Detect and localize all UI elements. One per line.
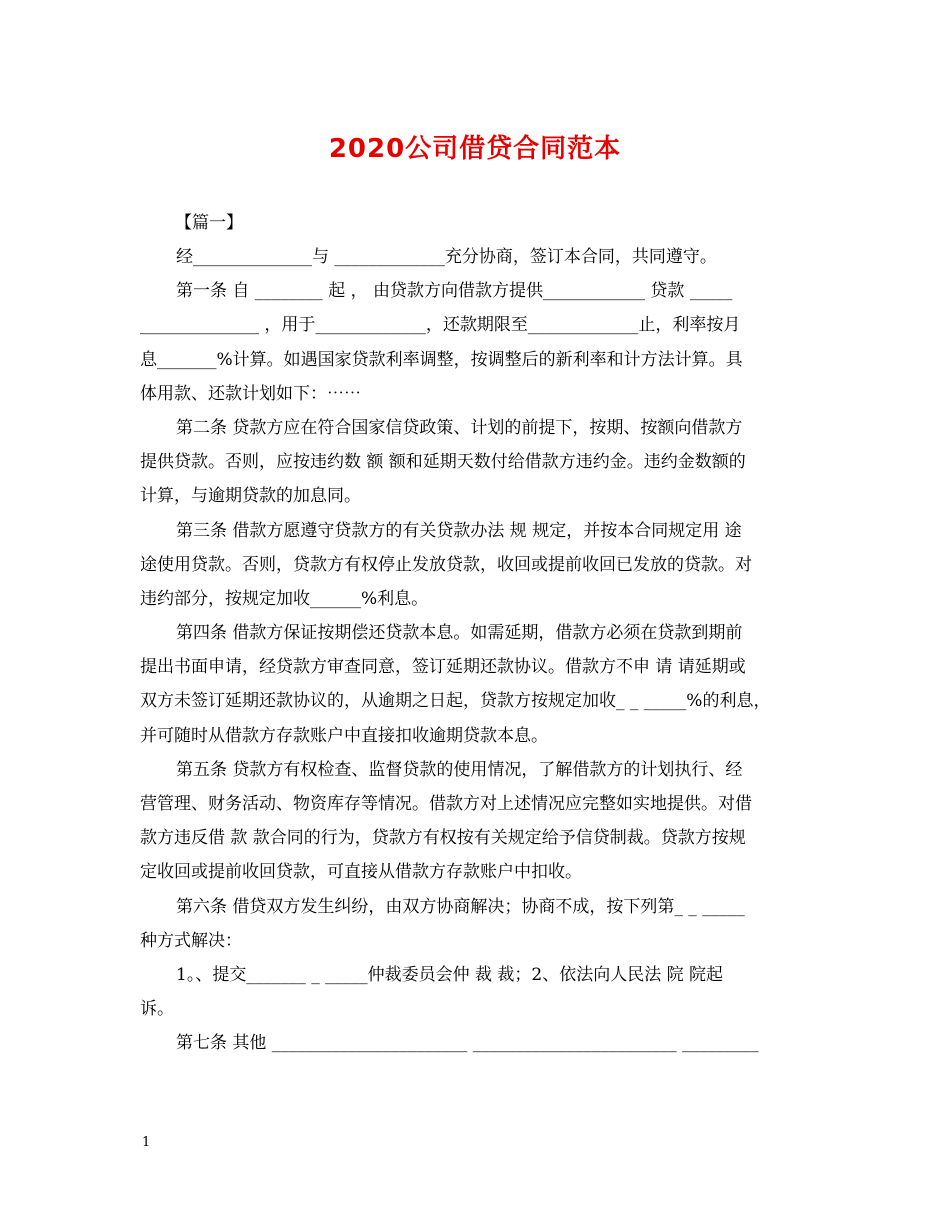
page-number: 1: [142, 1135, 151, 1150]
contract-line: 第六条 借贷双方发生纠纷，由双方协商解决；协商不成，按下列第_ _ _____: [176, 896, 745, 917]
contract-line: 第四条 借款方保证按期偿还贷款本息。如需延期，借款方必须在贷款到期前: [176, 623, 743, 644]
contract-line: ______________ ，用于_____________，还款期限至_____________止，利率按月: [140, 315, 741, 336]
contract-line: 种方式解决：: [140, 930, 242, 951]
contract-line: 违约部分，按规定加收______%利息。: [140, 588, 429, 609]
contract-line: 营管理、财务活动、物资库存等情况。借款方对上述情况应完整如实地提供。对借: [140, 794, 752, 814]
contract-line: 第一条 自 ________ 起 ， 由贷款方向借款方提供____________ 贷款 _____: [176, 281, 733, 302]
contract-line: 定收回或提前收回贷款，可直接从借款方存款账户中扣收。: [140, 862, 582, 883]
contract-line: 1。、提交_______ _ _____仲裁委员会仲 裁 裁；2、依法向人民法 院 院起: [176, 964, 724, 985]
contract-line: 第二条 贷款方应在符合国家信贷政策、计划的前提下，按期、按额向借款方: [176, 417, 743, 438]
contract-line: 双方未签订延期还款协议的，从逾期之日起，贷款方按规定加收_ _ _____%的利息，: [140, 691, 771, 712]
contract-line: 款方违反借 款 款合同的行为，贷款方有权按有关规定给予信贷制裁。贷款方按规: [140, 828, 746, 849]
contract-line: 诉。: [140, 999, 174, 1020]
contract-line: 第五条 贷款方有权检查、监督贷款的使用情况，了解借款方的计划执行、经: [176, 759, 743, 780]
contract-line: 经______________与 _____________充分协商，签订本合同，共同遵守。: [176, 247, 717, 267]
contract-line: 提出书面申请，经贷款方审查同意，签订延期还款协议。借款方不申 请 请延期或: [140, 657, 746, 678]
contract-line: 途使用贷款。否则，贷款方有权停止发放贷款，收回或提前收回已发放的贷款。对: [140, 554, 752, 575]
contract-line: 息_______%计算。如遇国家贷款利率调整，按调整后的新利率和计方法计算。具: [140, 349, 743, 370]
contract-body: [140, 240, 812, 1061]
document-title: 2020公司借贷合同范本: [328, 134, 622, 164]
section-heading: 【篇一】: [175, 213, 243, 233]
contract-line: 第七条 其他 _______________________ ________________________ _________: [176, 1033, 759, 1054]
contract-line: 计算，与逾期贷款的加息同。: [140, 486, 361, 507]
contract-line: 体用款、还款计划如下：⋯⋯: [140, 383, 361, 404]
contract-line: 第三条 借款方愿遵守贷款方的有关贷款办法 规 规定，并按本合同规定用 途: [176, 520, 742, 541]
contract-line: 提供贷款。否则，应按违约数 额 额和延期天数付给借款方违约金。违约金数额的: [140, 452, 746, 473]
contract-line: 并可随时从借款方存款账户中直接扣收逾期贷款本息。: [140, 725, 548, 746]
